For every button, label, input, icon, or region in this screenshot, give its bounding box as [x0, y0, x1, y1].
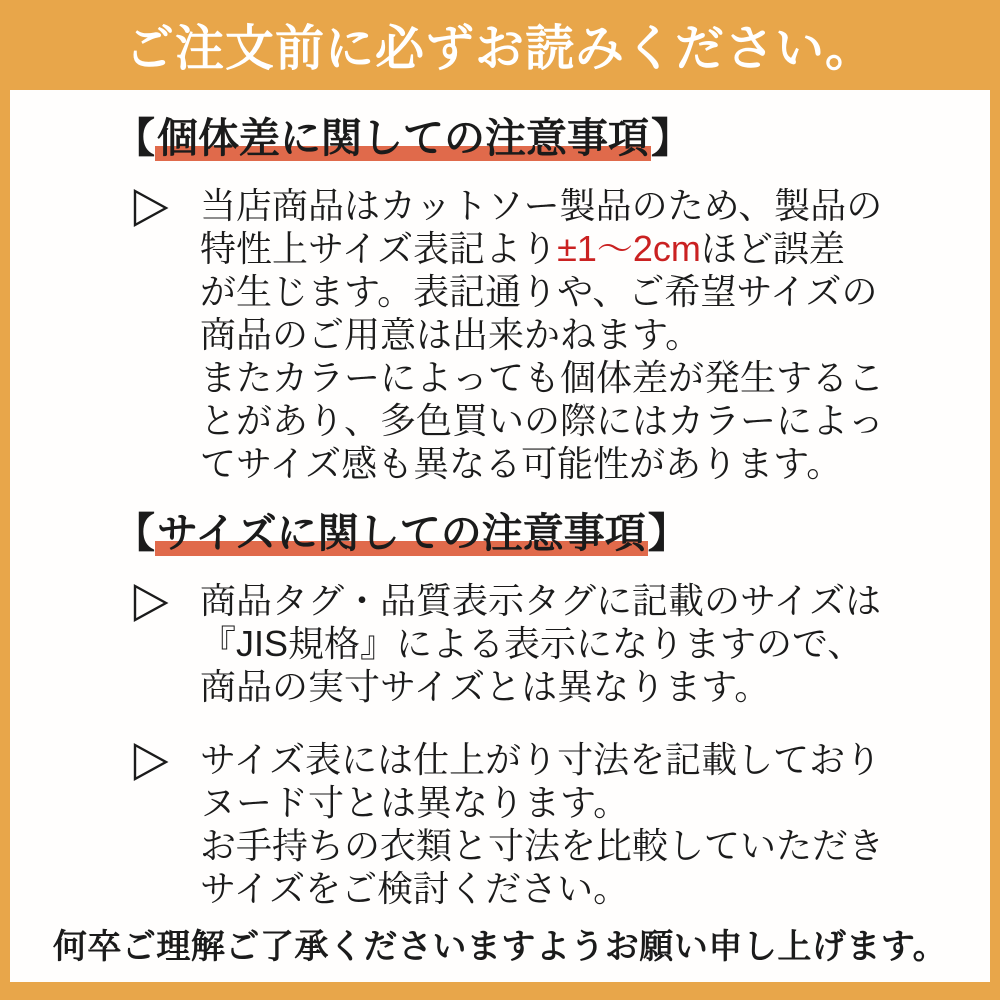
- text-line: 『JIS規格』による表示になりますので、: [200, 623, 864, 664]
- text-line: サイズをご検討ください。: [200, 868, 630, 909]
- bracket-close: 】: [651, 115, 692, 161]
- top-banner: [0, 0, 1000, 90]
- right-triangle-bullet-icon: [128, 741, 174, 783]
- section-heading-text: サイズに関しての注意事項: [157, 510, 646, 556]
- bracket-open: 【: [114, 115, 155, 161]
- text-line: [200, 227, 884, 270]
- text-line: 商品のご用意は出来かねます。: [200, 314, 702, 355]
- section-heading-text: 個体差に関しての注意事項: [157, 115, 649, 161]
- text-line: とがあり、多色買いの際にはカラーによっ: [200, 400, 885, 441]
- notice-text-tolerance: [200, 184, 884, 485]
- right-triangle-bullet-icon: [128, 187, 174, 229]
- bracket-open: 【: [114, 510, 155, 556]
- text-line: 当店商品はカットソー製品のため、製品の: [200, 185, 883, 226]
- tolerance-value-highlight: ±1〜2cm: [557, 228, 701, 269]
- text-line: ヌード寸とは異なります。: [200, 782, 630, 823]
- banner-title: ご注文前に必ずお読みください。: [124, 22, 875, 76]
- right-triangle-bullet-icon: [128, 582, 174, 624]
- text-line: お手持ちの衣類と寸法を比較していただき: [200, 825, 885, 866]
- notice-text-jis-standard: [200, 579, 881, 708]
- text-line: またカラーによっても個体差が発生するこ: [200, 357, 885, 398]
- footer-message: 何卒ご理解ご了承くださいますようお願い申し上げます。: [52, 928, 948, 966]
- notice-item-tolerance: [128, 184, 990, 485]
- notice-text-finished-measurement: [200, 738, 884, 910]
- text-line: サイズ表には仕上がり寸法を記載しており: [200, 739, 882, 780]
- text-segment: ほど誤差: [700, 228, 845, 269]
- section-heading-individual-difference: [114, 112, 990, 164]
- text-line: てサイズ感も異なる可能性があります。: [200, 443, 843, 484]
- text-line: 商品の実寸サイズとは異なります。: [200, 666, 771, 707]
- text-line: が生じます。表記通りや、ご希望サイズの: [200, 271, 878, 312]
- text-line: 商品タグ・品質表示タグに記載のサイズは: [200, 580, 882, 621]
- notice-item-finished-measurement: [128, 738, 990, 910]
- bracket-close: 】: [647, 510, 689, 556]
- section-heading-size: [114, 507, 990, 559]
- text-segment: 特性上サイズ表記より: [200, 228, 558, 269]
- notice-item-jis-standard: [128, 579, 990, 708]
- notice-body: [10, 90, 990, 982]
